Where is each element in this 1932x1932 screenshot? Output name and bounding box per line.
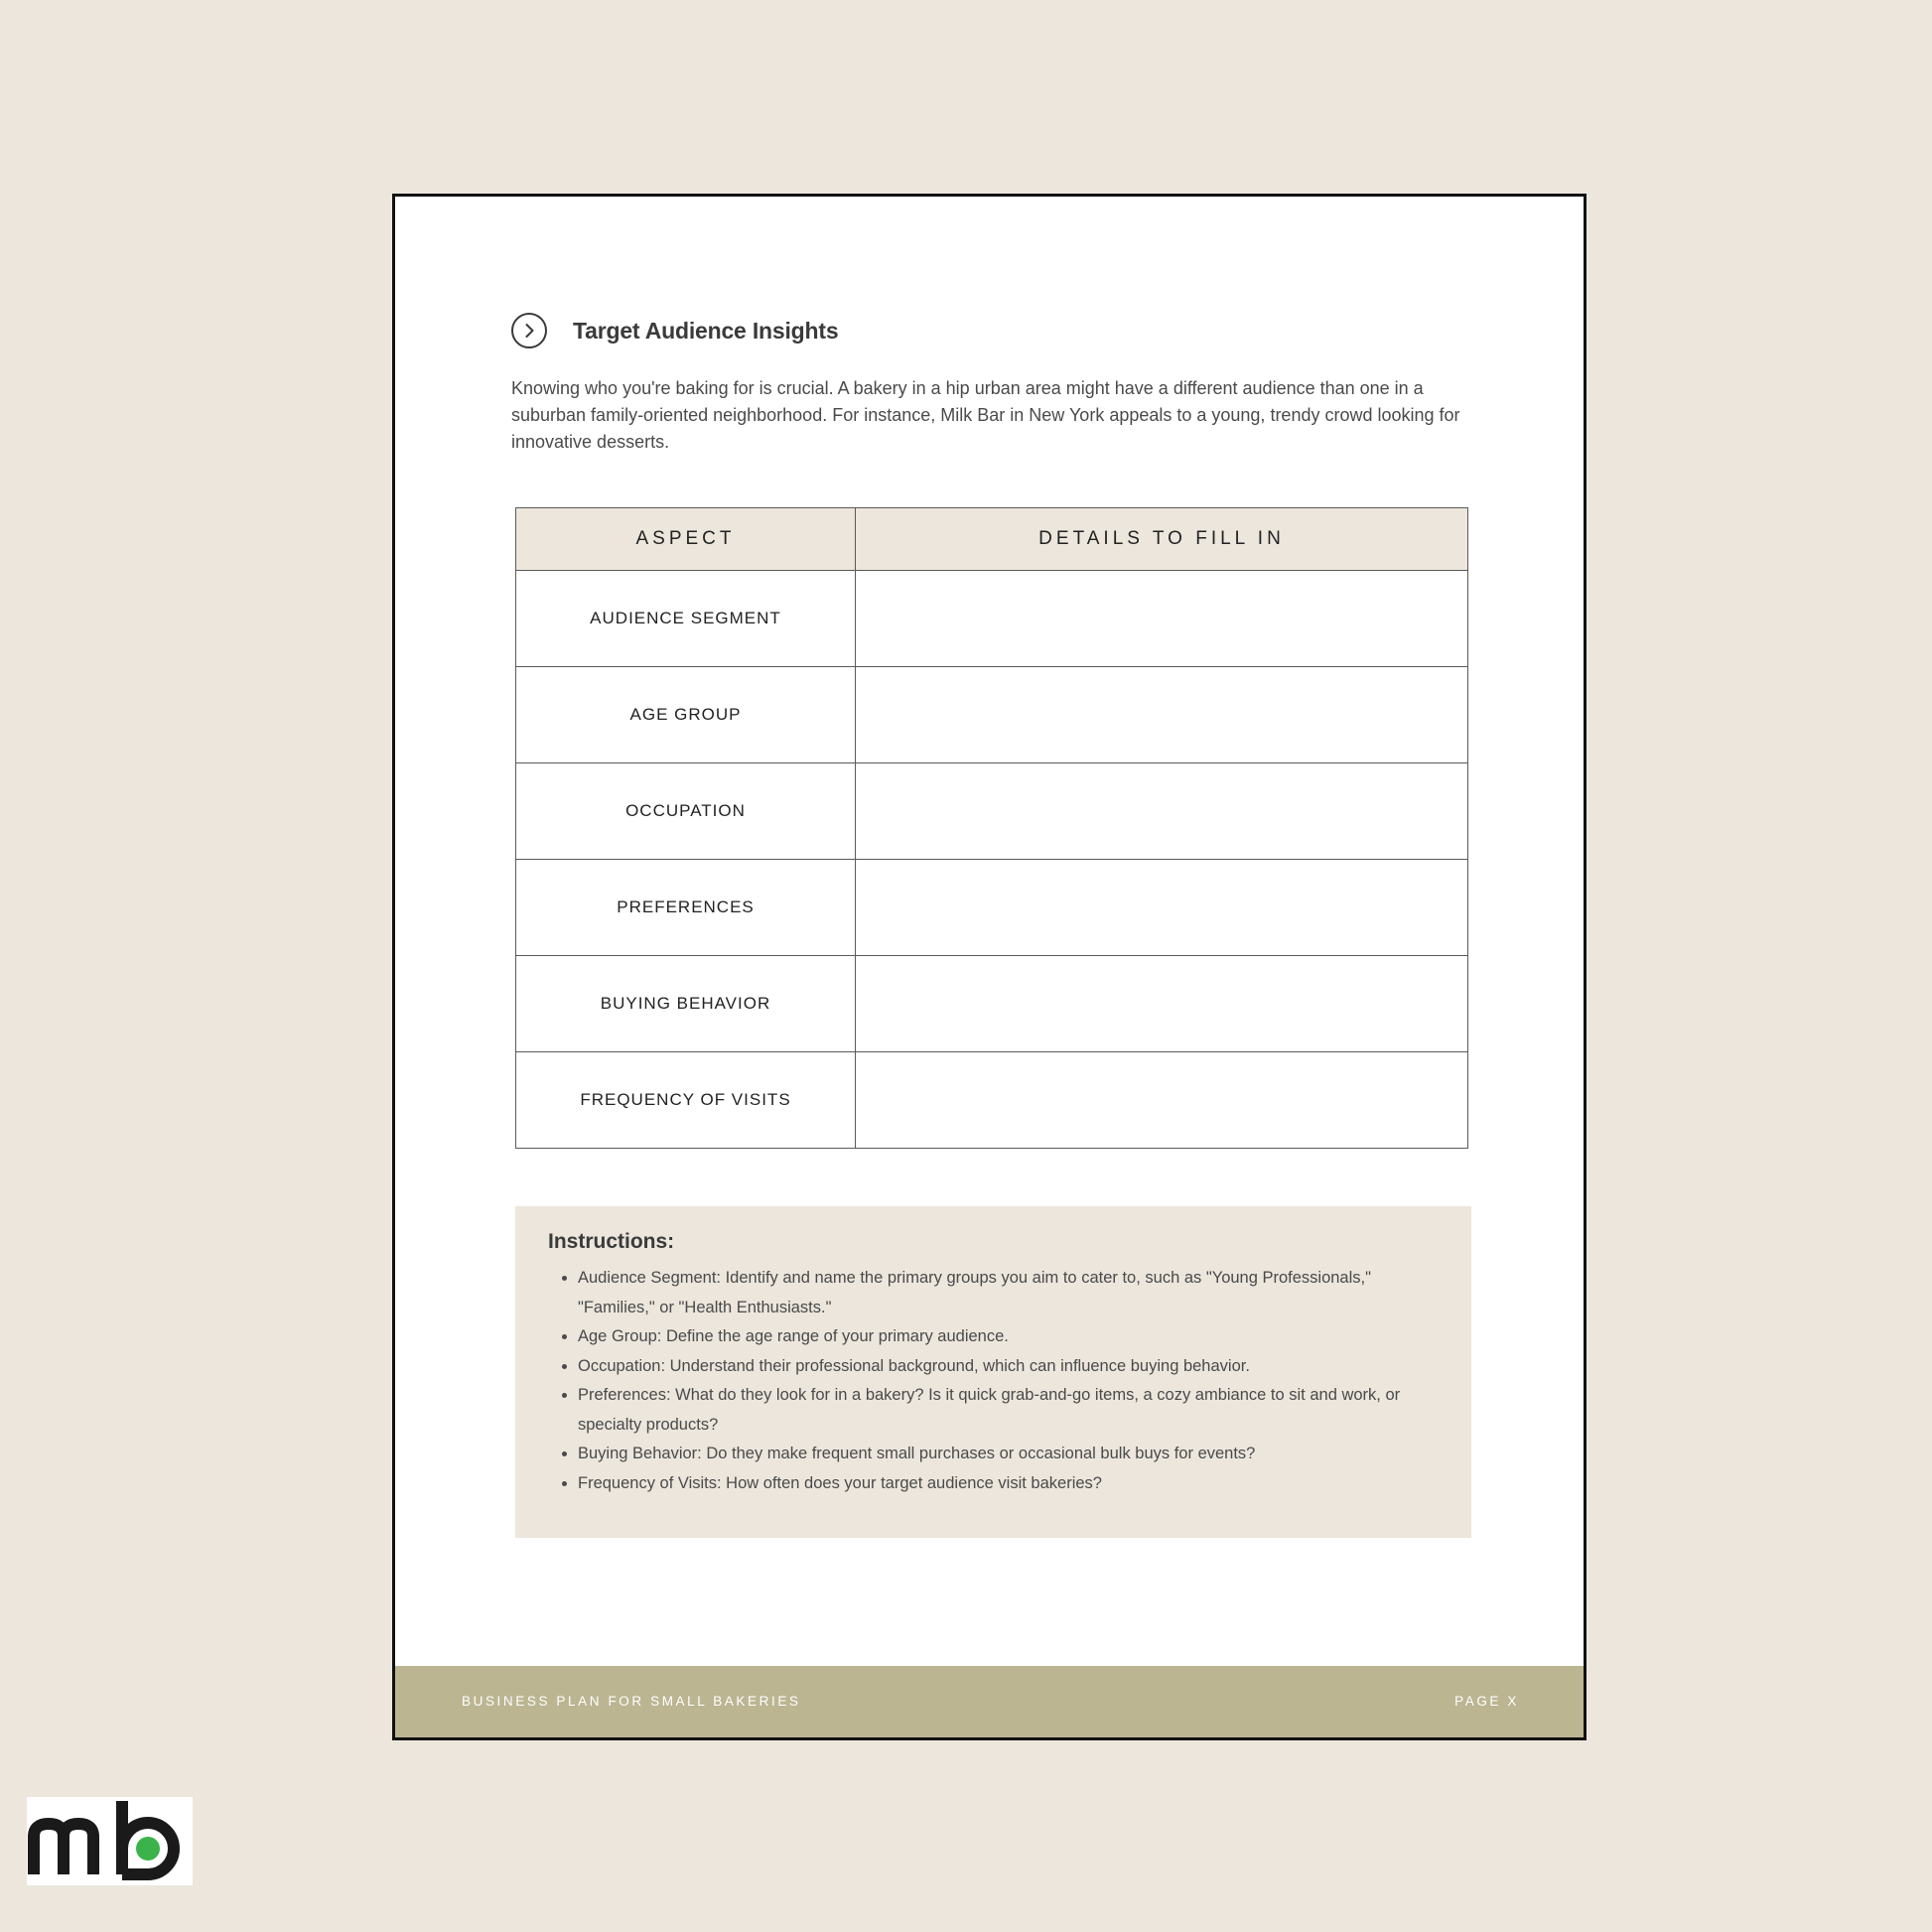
section-title: Target Audience Insights (573, 317, 839, 344)
list-item: • Age Group: Define the age range of your primary audience. (578, 1322, 1440, 1352)
header-aspect: ASPECT (516, 508, 856, 571)
instructions-list (548, 1264, 1440, 1498)
list-item: • Frequency of Visits: How often does your target audience visit bakeries? (578, 1469, 1440, 1499)
details-cell[interactable] (856, 763, 1468, 860)
chevron-right-circle-icon (511, 313, 547, 348)
details-cell[interactable] (856, 860, 1468, 956)
aspect-cell: BUYING BEHAVIOR (516, 956, 856, 1052)
audience-table (515, 507, 1468, 1149)
list-item: • Audience Segment: Identify and name the primary groups you aim to cater to, such as "Young Professionals," "Families," or "Health Enthusiasts." (578, 1264, 1440, 1322)
table-row (516, 667, 1468, 763)
mb-logo-icon (27, 1797, 193, 1885)
page-footer (395, 1666, 1584, 1737)
page-number: PAGE X (1454, 1694, 1519, 1709)
list-item: • Occupation: Understand their professional background, which can influence buying behavior. (578, 1352, 1440, 1382)
footer-title: BUSINESS PLAN FOR SMALL BAKERIES (462, 1694, 801, 1709)
document-page (392, 194, 1587, 1740)
section-heading (511, 313, 838, 348)
table-row (516, 1052, 1468, 1149)
brand-logo (27, 1797, 193, 1885)
aspect-cell: OCCUPATION (516, 763, 856, 860)
details-cell[interactable] (856, 956, 1468, 1052)
table-row (516, 860, 1468, 956)
table-row (516, 956, 1468, 1052)
details-cell[interactable] (856, 571, 1468, 667)
table-header-row (516, 508, 1468, 571)
aspect-cell: FREQUENCY OF VISITS (516, 1052, 856, 1149)
details-cell[interactable] (856, 667, 1468, 763)
list-item: • Buying Behavior: Do they make frequent small purchases or occasional bulk buys for events? (578, 1440, 1440, 1469)
instructions-panel (515, 1206, 1471, 1538)
table-row (516, 763, 1468, 860)
aspect-cell: AUDIENCE SEGMENT (516, 571, 856, 667)
instructions-title: Instructions: (548, 1230, 675, 1253)
aspect-cell: AGE GROUP (516, 667, 856, 763)
header-details: DETAILS TO FILL IN (856, 508, 1468, 571)
table-row (516, 571, 1468, 667)
intro-paragraph: Knowing who you're baking for is crucial. A bakery in a hip urban area might have a different audience than one in a suburban family-oriented neighborhood. For instance, Milk Bar in New York appeals to a young, trendy crowd looking for innovative desserts. (511, 378, 1460, 452)
details-cell[interactable] (856, 1052, 1468, 1149)
list-item: • Preferences: What do they look for in a bakery? Is it quick grab-and-go items, a cozy ambiance to sit and work, or specialty products? (578, 1381, 1440, 1440)
aspect-cell: PREFERENCES (516, 860, 856, 956)
